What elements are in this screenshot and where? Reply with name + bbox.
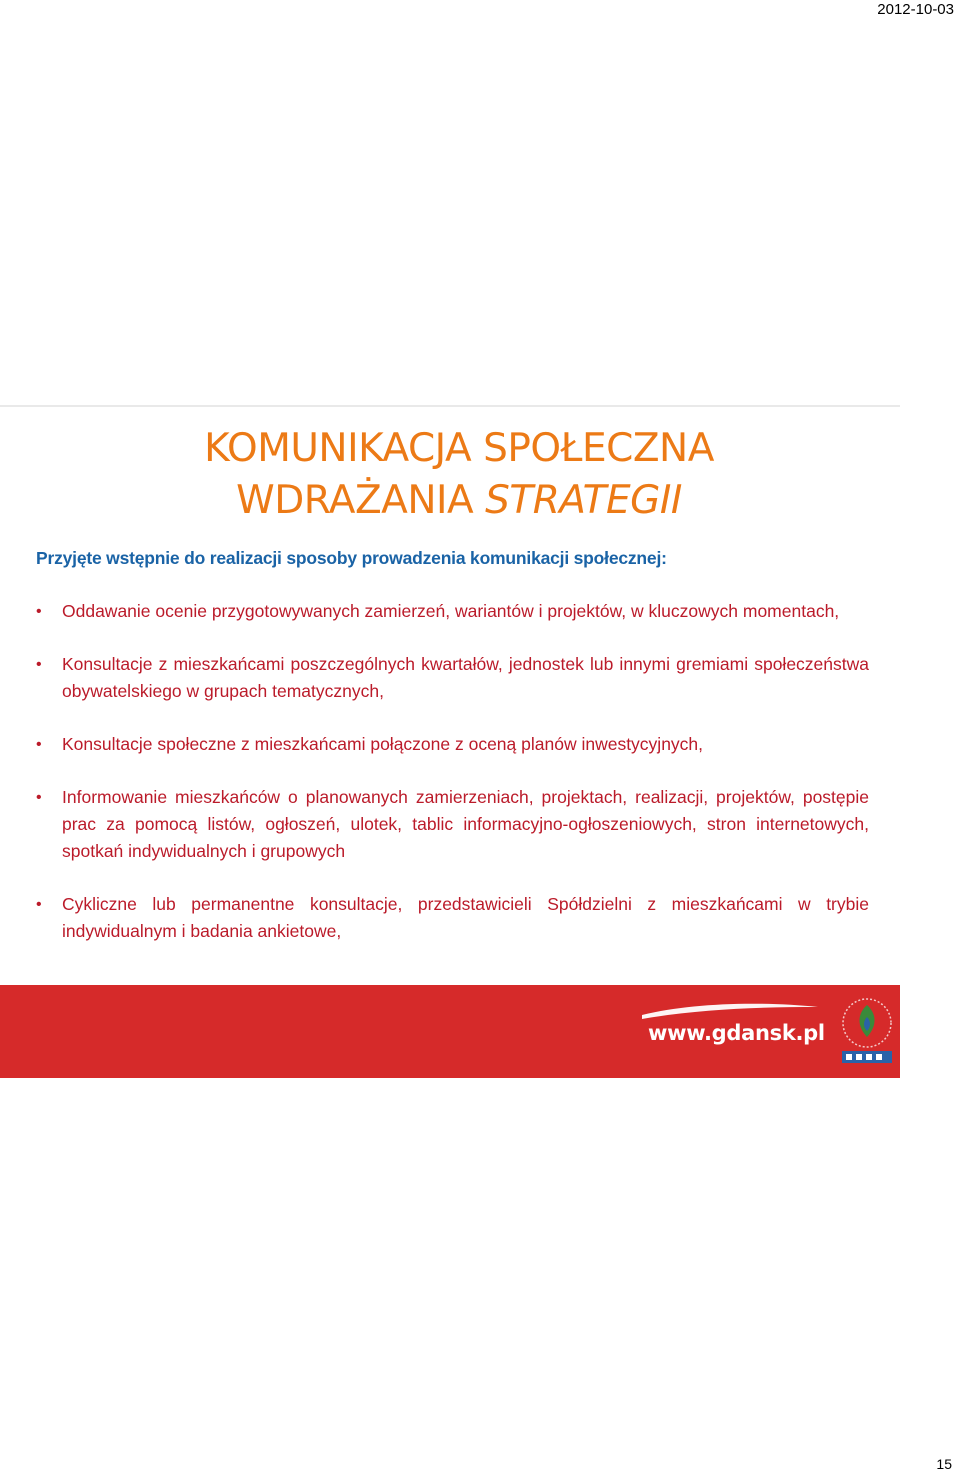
bullet-icon: • <box>36 896 42 913</box>
bullet-text: Informowanie mieszkańców o planowanych zamierzeniach, projektach, realizacji, projektów, postępie prac za pomocą listów, ogłoszeń, ulotek, tablic informacyjno-ogłoszeniowych, stron internetowych, spotkań indywidualnych i grupowych <box>62 787 869 861</box>
page-date: 2012-10-03 <box>877 1 954 18</box>
bullet-list <box>36 598 869 945</box>
intro-text: Przyjęte wstępnie do realizacji sposoby prowadzenia komunikacji społecznej: <box>36 548 667 568</box>
gdansk-swoosh-icon <box>640 999 820 1021</box>
bullet-icon: • <box>36 603 42 620</box>
bullet-text: Konsultacje z mieszkańcami poszczególnych kwartałów, jednostek lub innymi gremiami społeczeństwa obywatelskiego w grupach tematycznych, <box>62 654 869 701</box>
emblem-logo-icon <box>838 995 896 1067</box>
bullet-item <box>36 891 869 945</box>
bullet-item <box>36 651 869 705</box>
bullet-icon: • <box>36 736 42 753</box>
gdansk-url[interactable]: www.gdansk.pl <box>648 1021 825 1045</box>
footer-band <box>0 985 900 1078</box>
bullet-icon: • <box>36 656 42 673</box>
bullet-item <box>36 731 869 758</box>
bullet-text: Oddawanie ocenie przygotowywanych zamierzeń, wariantów i projektów, w kluczowych momentach, <box>62 601 840 621</box>
slide-title <box>0 427 918 523</box>
page-number: 15 <box>936 1456 952 1472</box>
title-line-2 <box>0 479 918 523</box>
title-line-2-italic: STRATEGII <box>485 478 682 523</box>
bullet-item <box>36 598 869 625</box>
slide <box>0 405 900 1078</box>
bullet-icon: • <box>36 789 42 806</box>
bullet-text: Cykliczne lub permanentne konsultacje, przedstawicieli Spółdzielni z mieszkańcami w trybie indywidualnym i badania ankietowe, <box>62 894 869 941</box>
bullet-item <box>36 784 869 865</box>
title-line-2-plain: WDRAŻANIA <box>236 478 486 523</box>
slide-divider <box>0 405 900 407</box>
title-line-1: KOMUNIKACJA SPOŁECZNA <box>204 426 714 471</box>
bullet-text: Konsultacje społeczne z mieszkańcami połączone z oceną planów inwestycyjnych, <box>62 734 704 754</box>
